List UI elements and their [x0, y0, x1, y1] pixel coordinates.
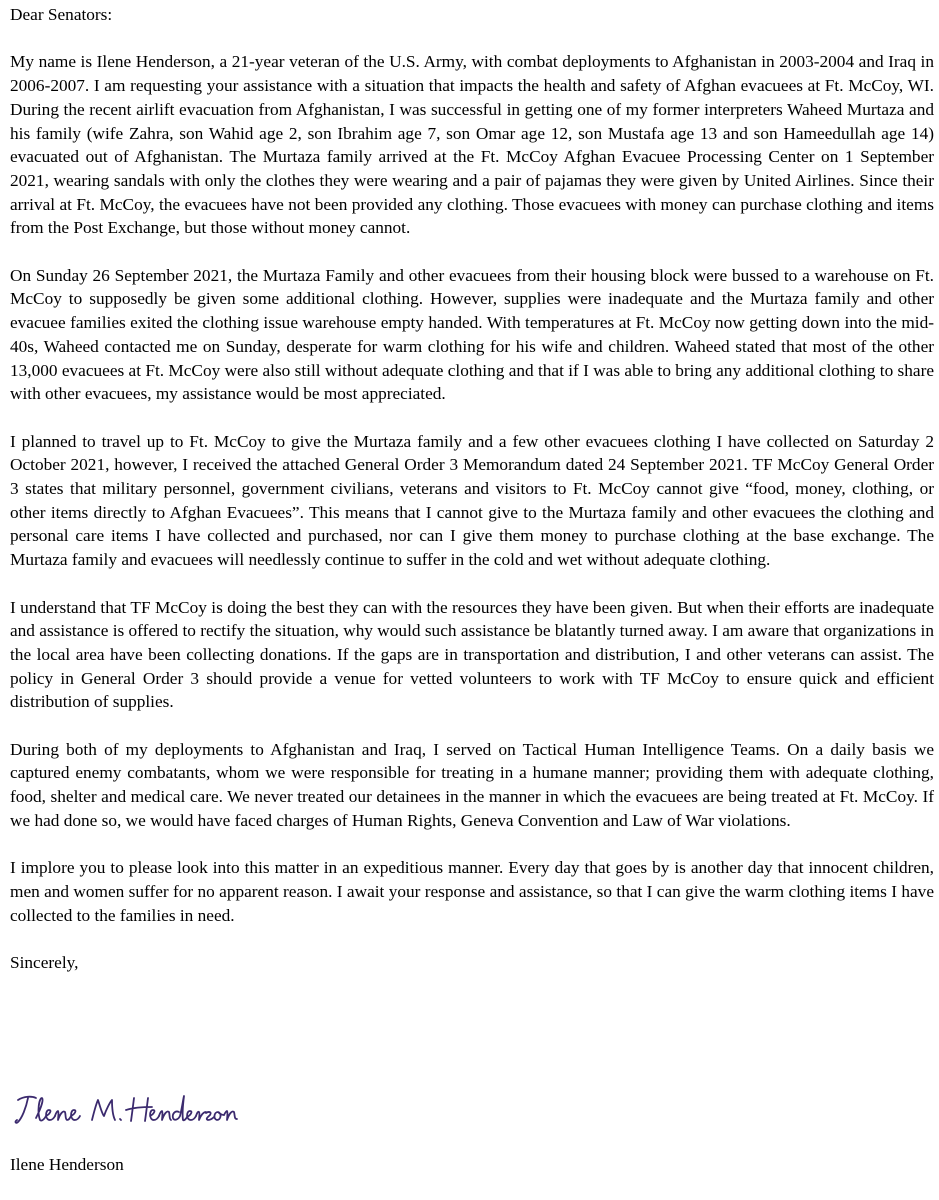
paragraph-implore: I implore you to please look into this matter in an expeditious manner. Every day that goes by is another day that innocent children, men and women suffer for no apparent reason. I await your response and assistance, so that I can give the warm clothing items I have collected to the families in need.	[10, 858, 934, 925]
signature-graphic	[12, 1088, 242, 1136]
paragraph-warehouse: On Sunday 26 September 2021, the Murtaza Family and other evacuees from their housing block were bussed to a warehouse on Ft. McCoy to supposedly be given some additional clothing. However, supplies were inadequate and the Murtaza family and other evacuee families exited the clothing issue warehouse empty handed. With temperatures at Ft. McCoy now getting down into the mid-40s, Waheed contacted me on Sunday, desperate for warm clothing for his wife and children. Waheed stated that most of the other 13,000 evacuees at Ft. McCoy were also still without adequate clothing and that if I was able to bring any additional clothing to share with other evacuees, my assistance would be most appreciated.	[10, 265, 934, 404]
paragraph-general-order: I planned to travel up to Ft. McCoy to give the Murtaza family and a few other evacuees clothing I have collected on Saturday 2 October 2021, however, I received the attached General Order 3 Memorandum dated 24 September 2021. TF McCoy General Order 3 states that military personnel, government civilians, veterans and visitors to Ft. McCoy cannot give “food, money, clothing, or other items directly to Afghan Evacuees”. This means that I cannot give to the Murtaza family and other evacuees the clothing and personal care items I have collected and purchased, nor can I give them money to purchase clothing at the base exchange. The Murtaza family and evacuees will needlessly continue to suffer in the cold and wet without adequate clothing.	[10, 431, 934, 570]
paragraph-tf-mccoy: I understand that TF McCoy is doing the best they can with the resources they have been given. But when their efforts are inadequate and assistance is offered to rectify the situation, why would such assistance be blatantly turned away. I am aware that organizations in the local area have been collecting donations. If the gaps are in transportation and distribution, I and other veterans can assist. The policy in General Order 3 should provide a venue for vetted volunteers to work with TF McCoy to ensure quick and efficient distribution of supplies.	[10, 597, 934, 712]
closing: Sincerely,	[10, 953, 79, 973]
paragraph-intro: My name is Ilene Henderson, a 21-year veteran of the U.S. Army, with combat deployments to Afghanistan in 2003-2004 and Iraq in 2006-2007. I am requesting your assistance with a situation that impacts the health and safety of Afghan evacuees at Ft. McCoy, WI. During the recent airlift evacuation from Afghanistan, I was successful in getting one of my former interpreters Waheed Murtaza and his family (wife Zahra, son Wahid age 2, son Ibrahim age 7, son Omar age 12, son Mustafa age 13 and son Hameedullah age 14) evacuated out of Afghanistan. The Murtaza family arrived at the Ft. McCoy Afghan Evacuee Processing Center on 1 September 2021, wearing sandals with only the clothes they were wearing and a pair of pajamas they were given by United Airlines. Since their arrival at Ft. McCoy, the evacuees have not been provided any clothing. Those evacuees with money can purchase clothing and items from the Post Exchange, but those without money cannot.	[10, 52, 934, 238]
handwritten-signature	[12, 1088, 242, 1136]
paragraph-deployments: During both of my deployments to Afghanistan and Iraq, I served on Tactical Human Intelligence Teams. On a daily basis we captured enemy combatants, whom we were responsible for treating in a humane manner; providing them with adequate clothing, food, shelter and medical care. We never treated our detainees in the manner in which the evacuees are being treated at Ft. McCoy. If we had done so, we would have faced charges of Human Rights, Geneva Convention and Law of War violations.	[10, 739, 934, 830]
salutation: Dear Senators:	[10, 5, 113, 24]
letter-body	[10, 3, 934, 998]
signer-name: Ilene Henderson	[10, 1155, 124, 1174]
